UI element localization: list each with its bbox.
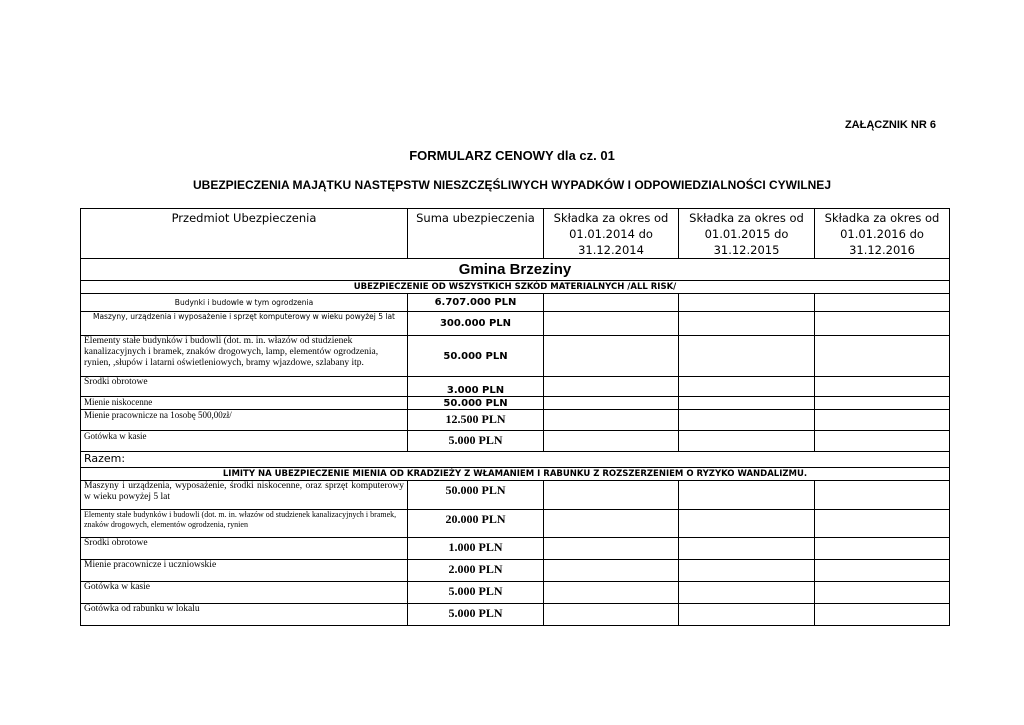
item-description: Elementy stałe budynków i budowli (dot. m. in. włazów od studzienek kanalizacyjnych i bramek, znaków drogowych, elementów ogrodzenia, rynien <box>81 510 408 538</box>
premium-2015-cell[interactable] <box>679 294 815 312</box>
premium-2015-cell[interactable] <box>679 312 815 336</box>
item-amount: 50.000 PLN <box>408 336 544 377</box>
item-amount: 20.000 PLN <box>408 510 544 538</box>
item-description: Budynki i budowle w tym ogrodzenia <box>81 294 408 312</box>
item-description: Środki obrotowe <box>81 377 408 397</box>
premium-2016-cell[interactable] <box>815 377 950 397</box>
section-header-row <box>81 281 950 294</box>
premium-2015-cell[interactable] <box>679 582 815 604</box>
table-row <box>81 510 950 538</box>
table-row <box>81 582 950 604</box>
premium-2016-cell[interactable] <box>815 538 950 560</box>
item-description: Gotówka w kasie <box>81 431 408 452</box>
item-amount: 12.500 PLN <box>408 410 544 431</box>
item-description: Mienie pracownicze i uczniowskie <box>81 560 408 582</box>
premium-2014-cell[interactable] <box>544 604 679 626</box>
premium-2016-cell[interactable] <box>815 397 950 410</box>
premium-2014-cell[interactable] <box>544 538 679 560</box>
premium-2014-cell[interactable] <box>544 336 679 377</box>
item-amount: 50.000 PLN <box>408 481 544 510</box>
premium-2014-cell[interactable] <box>544 397 679 410</box>
item-description: Gotówka od rabunku w lokalu <box>81 604 408 626</box>
price-table <box>80 208 950 626</box>
header-subject: Przedmiot Ubezpieczenia <box>81 209 408 259</box>
premium-2016-cell[interactable] <box>815 410 950 431</box>
section-title-burglary-limits: LIMITY NA UBEZPIECZENIE MIENIA OD KRADZIEŻY Z WŁAMANIEM I RABUNKU Z ROZSZERZENIEM O RYZYKO WANDALIZMU. <box>81 468 950 481</box>
premium-2015-cell[interactable] <box>679 538 815 560</box>
premium-2014-cell[interactable] <box>544 312 679 336</box>
table-row <box>81 431 950 452</box>
municipality-name: Gmina Brzeziny <box>81 259 950 281</box>
premium-2016-cell[interactable] <box>815 560 950 582</box>
premium-2015-cell[interactable] <box>679 510 815 538</box>
municipality-row <box>81 259 950 281</box>
header-premium-2016: Składka za okres od 01.01.2016 do 31.12.2016 <box>815 209 950 259</box>
header-premium-2015: Składka za okres od 01.01.2015 do 31.12.2015 <box>679 209 815 259</box>
table-row <box>81 410 950 431</box>
table-row <box>81 560 950 582</box>
table-row <box>81 481 950 510</box>
item-amount: 50.000 PLN <box>408 397 544 410</box>
section-title-all-risk: UBEZPIECZENIE OD WSZYSTKICH SZKÓD MATERIALNYCH /ALL RISK/ <box>81 281 950 294</box>
item-amount: 300.000 PLN <box>408 312 544 336</box>
item-description: Elementy stałe budynków i budowli (dot. m. in. włazów od studzienek kanalizacyjnych i bramek, znaków drogowych, lamp, elementów ogrodzenia, rynien, ,słupów i latarni oświetleniowych, bramy wjazdowe, szlabany itp. <box>81 336 408 377</box>
premium-2014-cell[interactable] <box>544 377 679 397</box>
section-header-row <box>81 468 950 481</box>
premium-2015-cell[interactable] <box>679 560 815 582</box>
premium-2015-cell[interactable] <box>679 604 815 626</box>
premium-2016-cell[interactable] <box>815 431 950 452</box>
premium-2016-cell[interactable] <box>815 336 950 377</box>
form-subtitle: UBEZPIECZENIA MAJĄTKU NASTĘPSTW NIESZCZĘŚLIWYCH WYPADKÓW I ODPOWIEDZIALNOŚCI CYWILNEJ <box>192 178 831 192</box>
premium-2016-cell[interactable] <box>815 604 950 626</box>
premium-2014-cell[interactable] <box>544 431 679 452</box>
premium-2015-cell[interactable] <box>679 481 815 510</box>
premium-2014-cell[interactable] <box>544 582 679 604</box>
item-amount: 3.000 PLN <box>408 377 544 397</box>
item-amount: 5.000 PLN <box>408 431 544 452</box>
premium-2015-cell[interactable] <box>679 336 815 377</box>
item-description: Środki obrotowe <box>81 538 408 560</box>
premium-2014-cell[interactable] <box>544 410 679 431</box>
item-description: Mienie pracownicze na 1osobę 500,00zł/ <box>81 410 408 431</box>
table-row <box>81 336 950 377</box>
premium-2014-cell[interactable] <box>544 294 679 312</box>
item-description: Mienie niskocenne <box>81 397 408 410</box>
item-amount: 6.707.000 PLN <box>408 294 544 312</box>
table-row <box>81 377 950 397</box>
annex-label: ZAŁĄCZNIK NR 6 <box>844 119 936 131</box>
item-description: Gotówka w kasie <box>81 582 408 604</box>
header-sum: Suma ubezpieczenia <box>408 209 544 259</box>
table-row <box>81 604 950 626</box>
premium-2016-cell[interactable] <box>815 312 950 336</box>
premium-2015-cell[interactable] <box>679 397 815 410</box>
premium-2015-cell[interactable] <box>679 410 815 431</box>
item-amount: 2.000 PLN <box>408 560 544 582</box>
premium-2016-cell[interactable] <box>815 510 950 538</box>
item-amount: 1.000 PLN <box>408 538 544 560</box>
premium-2016-cell[interactable] <box>815 481 950 510</box>
item-amount: 5.000 PLN <box>408 582 544 604</box>
table-row <box>81 312 950 336</box>
table-row <box>81 538 950 560</box>
total-row <box>81 452 950 468</box>
header-premium-2014: Składka za okres od 01.01.2014 do 31.12.2014 <box>544 209 679 259</box>
premium-2016-cell[interactable] <box>815 582 950 604</box>
header-row <box>81 209 950 259</box>
table-row <box>81 294 950 312</box>
item-amount: 5.000 PLN <box>408 604 544 626</box>
form-title: FORMULARZ CENOWY dla cz. 01 <box>409 148 615 163</box>
premium-2014-cell[interactable] <box>544 481 679 510</box>
total-label: Razem: <box>81 452 950 468</box>
premium-2015-cell[interactable] <box>679 377 815 397</box>
item-description: Maszyny i urządzenia, wyposażenie, środki niskocenne, oraz sprzęt komputerowy w wieku powyżej 5 lat <box>81 481 408 510</box>
premium-2015-cell[interactable] <box>679 431 815 452</box>
item-description: Maszyny, urządzenia i wyposażenie i sprzęt komputerowy w wieku powyżej 5 lat <box>81 312 408 336</box>
premium-2014-cell[interactable] <box>544 510 679 538</box>
premium-2016-cell[interactable] <box>815 294 950 312</box>
premium-2014-cell[interactable] <box>544 560 679 582</box>
table-row <box>81 397 950 410</box>
